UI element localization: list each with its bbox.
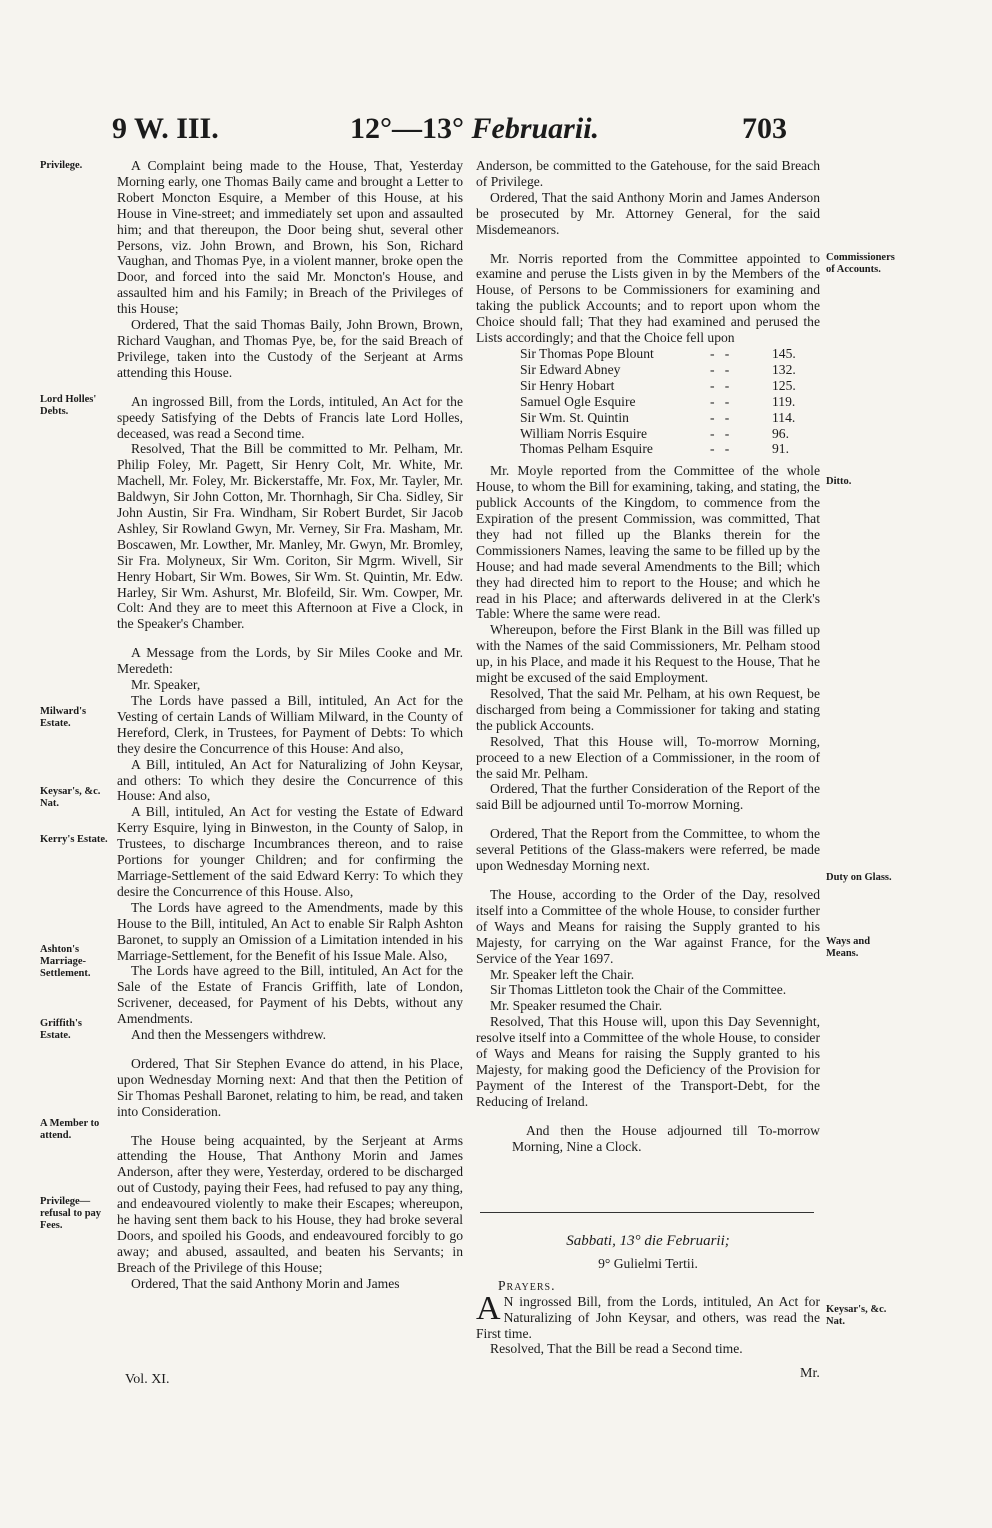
- paragraph: The Lords have agreed to the Bill, intituled, An Act for the Sale of the Estate of Francis Griffith, late of London, Scrivener, deceased, for Payment of his Debts, without any Amendments.: [117, 963, 463, 1027]
- paragraph: An ingrossed Bill, from the Lords, intituled, An Act for the speedy Satisfying of the Debts of Francis late Lord Holles, deceased, was read a Second time.: [117, 393, 463, 441]
- paragraph: Whereupon, before the First Blank in the Bill was filled up with the Names of the said Commissioners, Mr. Pelham stood up, in his Place, and made it his Request to the House, That he might be excused of the said Employment.: [476, 622, 820, 686]
- paragraph: Resolved, That the said Mr. Pelham, at his own Request, be discharged from being a Commissioner for taking and stating the publick Accounts.: [476, 686, 820, 733]
- paragraph: Ordered, That the said Anthony Morin and James: [131, 1275, 400, 1291]
- volume-footer: Vol. XI.: [125, 1372, 170, 1387]
- left-column: [117, 158, 463, 1292]
- paragraph: Mr. Speaker left the Chair.: [490, 966, 635, 982]
- margin-note-keysar-2: Keysar's, &c. Nat.: [826, 1304, 887, 1327]
- margin-note-privilege: Privilege.: [40, 160, 83, 171]
- list-item: Sir Wm. St. Quintin - - 114.: [520, 409, 796, 425]
- reign-heading: 9° Gulielmi Tertii.: [598, 1255, 698, 1271]
- paragraph: Ordered, That Sir Stephen Evance do attend, in his Place, upon Wednesday Morning next: And that then the Petition of Sir Thomas Peshall Baronet, relating to him, be read, and taken into Consideration.: [117, 1055, 463, 1119]
- page-number: 703: [742, 112, 787, 145]
- margin-note-griffith: Griffith's Estate.: [40, 1018, 82, 1041]
- catchword: Mr.: [800, 1366, 820, 1381]
- paragraph: A Message from the Lords, by Sir Miles Cooke and Mr. Meredeth:: [117, 645, 463, 677]
- margin-note-holles: Lord Holles' Debts.: [40, 394, 97, 417]
- drop-cap: A: [476, 1289, 501, 1327]
- commissioner-list: [520, 346, 820, 457]
- paragraph: And then the Messengers withdrew.: [131, 1027, 327, 1043]
- list-item: William Norris Esquire - - 96.: [520, 425, 789, 441]
- right-column: [476, 158, 820, 1154]
- paragraph: A Complaint being made to the House, That, Yesterday Morning early, one Thomas Baily came and brought a Letter to Robert Moncton Esquire, a Member of this House, at his House in Vine-street; and immediately set upon and assaulted him; and that thereupon, the Door being shut, several other Persons, viz. John Brown, and Brown, his Son, Richard Vaughan, and Thomas Pye, in a violent manner, broke open the Door, and forced into the said Mr. Moncton's House, and assaulted him and his Family; in Breach of the Privileges of this House;: [117, 158, 463, 317]
- section-divider: [480, 1212, 814, 1213]
- margin-note-fees: Privilege—refusal to pay Fees.: [40, 1196, 102, 1231]
- paragraph: The Lords have passed a Bill, intituled, An Act for the Vesting of certain Lands of William Milward, in the County of Hereford, Clerk, in Trustees, for Payment of Debts: To which they desire the Concurrence of this House: And also,: [117, 693, 463, 756]
- list-item: Sir Edward Abney - - 132.: [520, 361, 796, 377]
- paragraph: Mr. Norris reported from the Committee appointed to examine and peruse the Lists given in by the Members of the House, of Persons to be Commissioners for examining and taking the publick Accounts; and to report upon whom the Choice should fall; That they had examined and perused the Lists accordingly; and that the Choice fell upon: [476, 250, 820, 346]
- margin-note-milward: Milward's Estate.: [40, 706, 87, 729]
- date-month: Februarii.: [471, 112, 600, 145]
- margin-note-commissioners: Commissioners of Accounts.: [826, 252, 895, 275]
- margin-note-ways: Ways and Means.: [826, 936, 871, 959]
- paragraph: Resolved, That this House will, upon this Day Sevennight, resolve itself into a Committee of the whole House, to consider of Ways and Means for raising the Supply granted to his Majesty, for making good the Deficiency of the Provision for Payment of the Interest of the Transport-Debt, for the Reducing of Ireland.: [476, 1014, 820, 1109]
- list-item: Samuel Ogle Esquire - - 119.: [520, 393, 796, 409]
- paragraph: A Bill, intituled, An Act for Naturalizing of John Keysar, and others: To which they desire the Concurrence of this House: And also,: [117, 756, 463, 804]
- margin-note-glass: Duty on Glass.: [826, 872, 892, 883]
- paragraph: Ordered, That the further Consideration of the Report of the said Bill be adjourned until To-morrow Morning.: [476, 781, 820, 813]
- margin-note-member: A Member to attend.: [40, 1118, 100, 1141]
- day-heading: Sabbati, 13° die Februarii;: [566, 1233, 730, 1249]
- list-item: Thomas Pelham Esquire - - 91.: [520, 441, 789, 457]
- paragraph: Mr. Speaker,: [131, 677, 201, 693]
- list-item: Sir Thomas Pope Blount - - 145.: [520, 345, 796, 361]
- margin-note-ashton: Ashton's Marriage-Settlement.: [40, 944, 91, 979]
- paragraph: The House being acquainted, by the Serjeant at Arms attending the House, That Anthony Morin and James Anderson, after they were, Yesterday, ordered to be discharged out of Custody, paying their Fees, had refused to pay any thing, and endeavoured violently to make their Escapes; whereupon, he having sent them back to his House, they had broke several Doors, and spoiled his Goods, and endeavoured forcibly to go away; and abused, assaulted, and beaten his Servants; in Breach of the Privilege of this House;: [117, 1132, 463, 1275]
- paragraph: The House, according to the Order of the Day, resolved itself into a Committee of the whole House, to consider further of Ways and Means for raising the Supply granted to his Majesty, for carrying on the War against France, for the Service of the Year 1697.: [476, 886, 820, 966]
- paragraph: Resolved, That this House will, To-morrow Morning, proceed to a new Election of a Commissioner, in the room of the said Mr. Pelham.: [476, 733, 820, 781]
- page-date: [350, 112, 599, 146]
- adjournment: And then the House adjourned till To-morrow Morning, Nine a Clock.: [512, 1122, 820, 1154]
- paragraph: A Bill, intituled, An Act for vesting the Estate of Edward Kerry Esquire, lying in Binweston, in the County of Salop, in Trustees, to discharge Incumbrances thereon, and to raise Portions for younger Children; and for confirming the Marriage-Settlement of the said Edward Kerry: To which they desire the Concurrence of this House. Also,: [117, 804, 463, 899]
- paragraph: Resolved, That the Bill be read a Second time.: [490, 1341, 743, 1357]
- regnal-year: 9 W. III.: [112, 112, 219, 145]
- paragraph: The Lords have agreed to the Amendments, made by this House to the Bill, intituled, An Act to enable Sir Ralph Ashton Baronet, to supply an Omission of a Limitation intended in his Marriage-Settlement, for the Benefit of his Issue Male. Also,: [117, 899, 463, 963]
- paragraph: Ordered, That the said Anthony Morin and James Anderson be prosecuted by Mr. Attorney General, for the said Misdemeanors.: [476, 189, 820, 237]
- paragraph: Sir Thomas Littleton took the Chair of the Committee.: [490, 982, 787, 998]
- list-item: Sir Henry Hobart - - 125.: [520, 377, 796, 393]
- prayers-heading: Prayers.: [498, 1277, 556, 1293]
- paragraph: Mr. Speaker resumed the Chair.: [490, 998, 663, 1014]
- paragraph: Ordered, That the Report from the Committee, to whom the several Petitions of the Glass-makers were referred, be made upon Wednesday Morning next.: [476, 826, 820, 874]
- paragraph: Anderson, be committed to the Gatehouse, for the said Breach of Privilege.: [476, 158, 820, 189]
- paragraph: Mr. Moyle reported from the Committee of the whole House, to whom the Bill for examining, taking, and stating, the publick Accounts of the Kingdom, to commence from the Expiration of the present Commission, was committed, That they had not filled up the Blanks therein for the Commissioners Names, leaving the same to be filled up by the House; and had made several Amendments to the Bill; which they had directed him to report to the House; and which he read in his Place; and afterwards delivered in at the Clerk's Table: Where the same were read.: [476, 463, 820, 622]
- paragraph: A N ingrossed Bill, from the Lords, intituled, An Act for Naturalizing of John Keysar, and others, was read the First time.: [476, 1289, 820, 1341]
- new-day-section: [476, 1234, 820, 1357]
- margin-note-ditto: Ditto.: [826, 476, 852, 487]
- paragraph: Ordered, That the said Thomas Baily, John Brown, Brown, Richard Vaughan, and Thomas Pye, be, for the said Breach of Privilege, taken into the Custody of the Serjeant at Arms attending this House.: [117, 317, 463, 380]
- margin-note-keysar: Keysar's, &c. Nat.: [40, 786, 101, 809]
- paragraph: Resolved, That the Bill be committed to Mr. Pelham, Mr. Philip Foley, Mr. Pagett, Sir Henry Colt, Mr. White, Mr. Machell, Mr. Foley, Mr. Bickerstaffe, Mr. Fox, Mr. Tayler, Mr. Baldwyn, Sir John Cotton, Mr. Thornhagh, Sir Cha. Sidley, Sir John Austin, Sir Fra. Windham, Sir Robert Burdet, Sir Jacob Ashley, Sir Rowland Gwyn, Mr. Verney, Sir Fra. Masham, Mr. Boscawen, Mr. Lowther, Mr. Manley, Mr. Gwyn, Mr. Bromley, Sir Fra. Molyneux, Sir Wm. Coriton, Sir Mgrm. Wivell, Sir Henry Hobart, Sir Wm. Bowes, Sir Wm. St. Quintin, Mr. Edw. Harley, Sir Wm. Ashurst, Mr. Blofeild, Sir. Wm. Cowper, Mr. Colt: And they are to meet this Afternoon at Five a Clock, in the Speaker's Chamber.: [117, 441, 463, 632]
- date-prefix: 12°—13°: [350, 112, 464, 145]
- margin-note-kerry: Kerry's Estate.: [40, 834, 108, 845]
